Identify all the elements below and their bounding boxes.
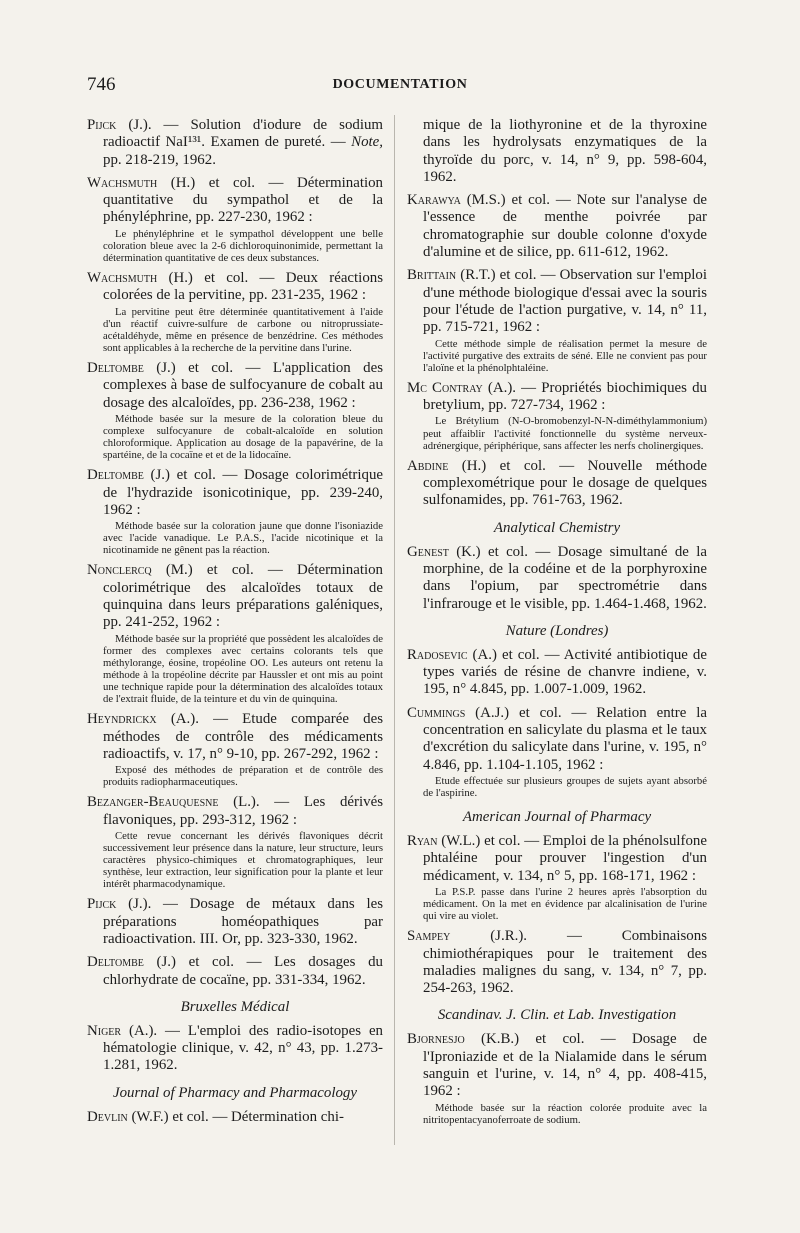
citation-text bbox=[87, 954, 383, 989]
author-name: Deltombe bbox=[87, 360, 144, 377]
citation-body: (A.). — L'emploi des radio-isotopes en hématologie clinique, v. 42, n° 43, pp. 1.273-1.281, 1962. bbox=[103, 1022, 383, 1074]
author-name: Deltombe bbox=[87, 954, 144, 971]
author-name: Radosevic bbox=[407, 646, 468, 663]
citation-pages: pp. 218-219, 1962. bbox=[103, 151, 216, 168]
citation-entry bbox=[407, 192, 707, 261]
citation-abstract: Exposé des méthodes de préparation et de contrôle des produits radiopharmaceutiques. bbox=[103, 764, 383, 789]
citation-entry bbox=[407, 833, 707, 922]
author-name: Nonclercq bbox=[87, 562, 152, 579]
citation-text bbox=[87, 117, 383, 169]
author-name: Heyndrickx bbox=[87, 711, 157, 728]
author-name: Deltombe bbox=[87, 467, 144, 484]
citation-text bbox=[407, 647, 707, 699]
citation-text bbox=[87, 360, 383, 412]
citation-entry bbox=[407, 544, 707, 613]
citation-body: (J.R.). — Combinaisons chimiothérapiques pour le traitement des maladies malignes du sang, v. 134, n° 7, pp. 254-263, 1962. bbox=[423, 928, 707, 997]
citation-body: (J.) et col. — Dosage colorimétrique de l'hydrazide isonicotinique, pp. 239-240, 1962 : bbox=[103, 467, 383, 518]
author-name: Bezanger-Beauquesne bbox=[87, 794, 219, 811]
citation-body: (J.) et col. — L'application des complexes à base de sulfocyanure de cobalt au dosage des alcaloïdes, pp. 236-238, 1962 : bbox=[103, 360, 383, 411]
citation-entry bbox=[407, 928, 707, 997]
citation-body: (K.) et col. — Dosage simultané de la morphine, de la codéine et de la porphyroxine dans l'opium, par spectrométrie dans l'infrarouge et le visible, pp. 1.464-1.468, 1962. bbox=[423, 543, 707, 612]
citation-text bbox=[407, 705, 707, 774]
citation-body: (M.S.) et col. — Note sur l'analyse de l'essence de menthe poivrée par chromatographie sur double colonne d'oxyde d'alumine et de silice, pp. 611-612, 1962. bbox=[423, 192, 707, 261]
author-name: Bjornesjo bbox=[407, 1031, 465, 1048]
citation-entry bbox=[407, 267, 707, 373]
author-name: Sampey bbox=[407, 928, 451, 945]
citation-text bbox=[87, 467, 383, 519]
citation-abstract: La P.S.P. passe dans l'urine 2 heures après l'absorption du médicament. On la met en évidence par alcalinisation de l'urine qui vire au violet. bbox=[423, 885, 707, 923]
journal-heading: Nature (Londres) bbox=[505, 622, 609, 639]
citation-body: (A.). — Etude comparée des méthodes de contrôle des médicaments radioactifs, v. 17, n° 9-10, pp. 267-292, 1962 : bbox=[103, 711, 383, 762]
citation-body: (R.T.) et col. — Observation sur l'emploi d'une méthode biologique d'essai avec la souris pour l'étude de l'action purgative, v. 14, n° 11, pp. 715-721, 1962 : bbox=[423, 267, 707, 336]
citation-text bbox=[407, 380, 707, 415]
page-number: 746 bbox=[87, 74, 116, 95]
citation-text bbox=[407, 833, 707, 885]
citation-entry bbox=[87, 360, 383, 461]
journal-heading: Scandinav. J. Clin. et Lab. Investigation bbox=[437, 1007, 677, 1024]
citation-entry bbox=[87, 270, 383, 354]
citation-abstract: Méthode basée sur la coloration jaune que donne l'isoniazide avec l'acide vanadique. Le P.A.S., l'acide nicotinique et la nicotinamide ne gênent pas la réaction. bbox=[103, 520, 383, 557]
citation-body: (A.) et col. — Activité antibiotique de types variés de résine de chanvre indiene, v. 195, n° 4.845, pp. 1.007-1.009, 1962. bbox=[423, 646, 707, 698]
journal-heading: Analytical Chemistry bbox=[493, 519, 621, 536]
citation-text bbox=[87, 562, 383, 631]
author-name: Wachsmuth bbox=[87, 270, 158, 287]
author-name: Brittain bbox=[407, 267, 457, 284]
citation-entry bbox=[87, 711, 383, 788]
citation-body: (K.B.) et col. — Dosage de l'Iproniazide et de la Nialamide dans le sérum sanguin et l'urine, v. 14, n° 4, pp. 408-415, 1962 : bbox=[423, 1031, 707, 1100]
citation-entry bbox=[87, 896, 383, 948]
citation-text bbox=[87, 1109, 383, 1126]
citation-text bbox=[87, 175, 383, 227]
citation-text: mique de la liothyronine et de la thyroxine dans les hydrolysats enzymatiques de la thyroïde du porc, v. 14, n° 9, pp. 598-604, 1962. bbox=[423, 117, 707, 185]
citation-abstract: Le Brétylium (N-O-bromobenzyl-N-N-diméthylammonium) peut affaiblir l'activité fonctionnelle du système nerveux-adrénergique, périphérique, sans affecter les nerfs cholinergiques. bbox=[423, 415, 707, 452]
citation-text bbox=[407, 544, 707, 613]
citation-text bbox=[407, 192, 707, 261]
author-name: Abdine bbox=[407, 457, 449, 474]
author-name: Ryan bbox=[407, 833, 438, 850]
citation-body: (J.). — Dosage de métaux dans les préparations homéopathiques par radioactivation. III. Or, pp. 323-330, 1962. bbox=[103, 896, 383, 947]
citation-text bbox=[87, 794, 383, 829]
citation-body: (J.) et col. — Les dosages du chlorhydrate de cocaïne, pp. 331-334, 1962. bbox=[103, 954, 383, 988]
citation-text bbox=[407, 1031, 707, 1100]
citation-entry bbox=[87, 117, 383, 169]
citation-abstract: Cette revue concernant les dérivés flavoniques décrit successivement leur présence dans la nature, leur structure, leurs caractères physico-chimiques et chromatographiques, leur synthèse, leur extraction, leur signification pour la plante et leur intérêt pharmacodynamique. bbox=[103, 829, 383, 891]
citation-entry bbox=[407, 380, 707, 452]
citation-entry bbox=[87, 954, 383, 989]
right-column bbox=[407, 117, 707, 1132]
citation-entry bbox=[407, 1031, 707, 1125]
citation-entry bbox=[87, 794, 383, 890]
journal-heading: Journal of Pharmacy and Pharmacology bbox=[112, 1084, 357, 1101]
citation-body: (H.) et col. — Détermination quantitative du sympathol et de la phényléphrine, pp. 227-230, 1962 : bbox=[103, 174, 383, 226]
citation-abstract: Cette méthode simple de réalisation permet la mesure de l'activité purgative des extraits de séné. Elle ne convient pas pour l'aloïne et la phénolphtaléine. bbox=[423, 337, 707, 374]
citation-text bbox=[407, 458, 707, 510]
citation-entry bbox=[407, 647, 707, 699]
citation-text bbox=[87, 270, 383, 305]
author-name: Wachsmuth bbox=[87, 174, 158, 191]
author-name: Mc Contray bbox=[407, 379, 483, 396]
citation-abstract: Méthode basée sur la réaction colorée produite avec la nitritopentacyanoferroate de sodium. bbox=[423, 1101, 707, 1126]
author-name: Karawya bbox=[407, 192, 461, 209]
journal-heading: Bruxelles Médical bbox=[180, 998, 290, 1015]
author-name: Niger bbox=[87, 1022, 122, 1039]
citation-text bbox=[407, 928, 707, 997]
citation-abstract: La pervitine peut être déterminée quantitativement à l'aide d'un réactif cuivre-sulfure de carbone ou nitroprussiate-acétaldéhyde, même en présence de benzédrine. Ces méthodes sont applicables à la recherche de la pervitine dans l'urine. bbox=[103, 305, 383, 354]
citation-entry bbox=[407, 458, 707, 510]
citation-abstract: Méthode basée sur la propriété que possèdent les alcaloïdes de former des complexes avec certains colorants tels que méthylorange, éosine, tropéoline OO. Les auteurs ont retenu la méthode à la tropéoline décrite par Haussler et ont mis au point une technique rapide pour la détermination des alcaloïdes totaux de l'extrait fluide, de la teinture et du vin de quinquina. bbox=[103, 632, 383, 706]
left-column bbox=[87, 117, 383, 1132]
citation-entry bbox=[407, 705, 707, 799]
citation-body: (M.) et col. — Détermination colorimétrique des alcaloïdes totaux de quinquina dans leurs préparations galéniques, pp. 241-252, 1962 : bbox=[103, 562, 383, 631]
citation-entry bbox=[87, 467, 383, 556]
citation-entry bbox=[87, 1023, 383, 1075]
citation-body: (A.). — Propriétés biochimiques du bretylium, pp. 727-734, 1962 : bbox=[423, 379, 708, 414]
citation-abstract: Etude effectuée sur plusieurs groupes de sujets ayant absorbé de l'aspirine. bbox=[423, 774, 707, 799]
author-name: Cummings bbox=[407, 704, 466, 721]
citation-body: (A.J.) et col. — Relation entre la concentration en salicylate du plasma et le taux d'excrétion du salicylate dans l'urine, v. 195, n° 4.846, pp. 1.104-1.105, 1962 : bbox=[423, 704, 707, 773]
citation-body: (H.) et col. — Deux réactions colorées de la pervitine, pp. 231-235, 1962 : bbox=[103, 270, 383, 304]
citation-italic: Note, bbox=[351, 134, 383, 151]
citation-body: (H.) et col. — Nouvelle méthode complexométrique pour le dosage de quelques sulfonamides, pp. 761-763, 1962. bbox=[423, 457, 707, 509]
author-name: Pijck bbox=[87, 117, 117, 133]
citation-text bbox=[87, 711, 383, 763]
citation-body: (W.L.) et col. — Emploi de la phénolsulfone phtaléine pour prouver l'ingestion d'un médicament, v. 134, n° 5, pp. 168-171, 1962 : bbox=[423, 833, 707, 884]
citation-text bbox=[407, 267, 707, 336]
author-name: Genest bbox=[407, 543, 449, 560]
author-name: Pijck bbox=[87, 896, 117, 913]
citation-text bbox=[87, 896, 383, 948]
citation-text bbox=[87, 1023, 383, 1075]
citation-abstract: Méthode basée sur la mesure de la coloration bleue du complexe sulfocyanure de cobalt-alcaloïde en solution chloroformique. Application au dosage de la papavérine, de la spartéine, de la cocaïne et et de la lidocaïne. bbox=[103, 412, 383, 462]
journal-heading: American Journal of Pharmacy bbox=[462, 809, 652, 826]
citation-entry bbox=[87, 1109, 383, 1126]
column-rule bbox=[394, 115, 395, 1145]
citation-entry bbox=[87, 562, 383, 705]
citation-entry bbox=[407, 117, 707, 186]
citation-body: (W.F.) et col. — Détermination chi- bbox=[127, 1108, 344, 1125]
citation-body: (L.). — Les dérivés flavoniques, pp. 293-312, 1962 : bbox=[103, 794, 383, 828]
citation-entry bbox=[87, 175, 383, 264]
citation-body: (J.). — Solution d'iodure de sodium radioactif NaI¹³¹. Examen de pureté. — bbox=[103, 117, 383, 151]
author-name: Devlin bbox=[87, 1108, 128, 1125]
citation-abstract: Le phényléphrine et le sympathol développent une belle coloration bleue avec la 2-6 dichloroquinonimide, permettant la détermination quantitative de ces deux substances. bbox=[103, 227, 383, 264]
running-head: DOCUMENTATION bbox=[332, 77, 468, 92]
